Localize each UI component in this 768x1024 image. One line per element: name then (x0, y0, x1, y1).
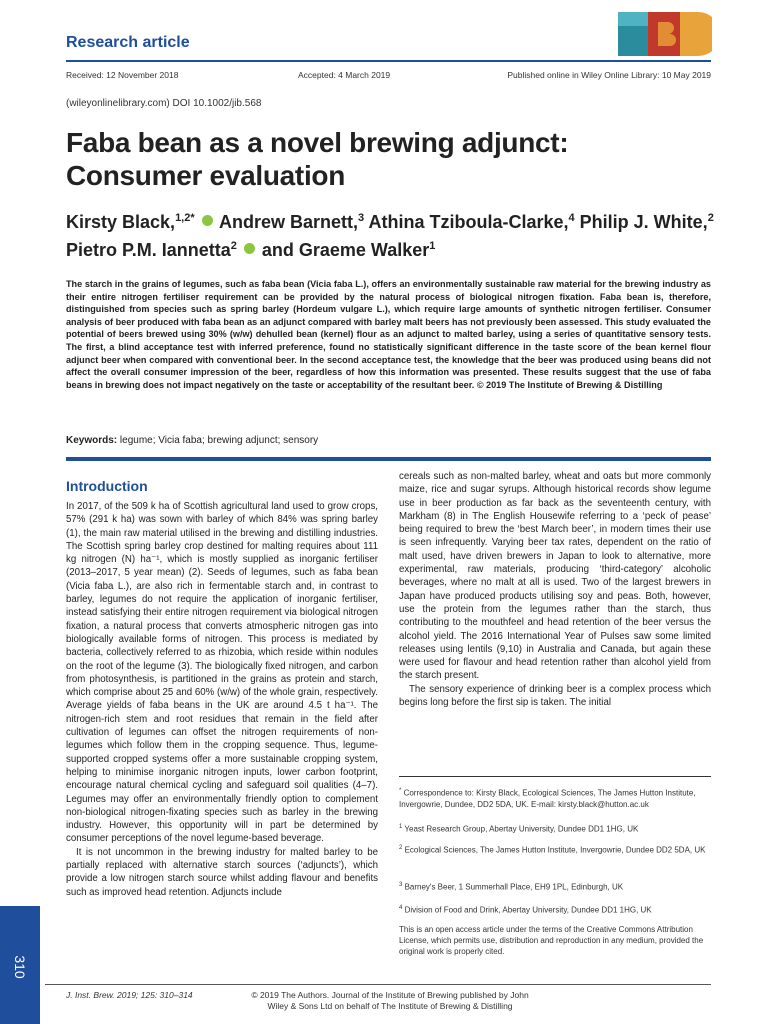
paragraph: cereals such as non-malted barley, wheat and oats but more commonly maize, rice and sugar syrups. Although historical records show legume use in beer production as far back as the seventeenth century, with Markham (8) in The English Housewife referring to a ‘peck of pease’ being required to brew the ‘best March beer’, in modern times their use is seen infrequently. Varying beer tax rates, dependent on the ratio of malt used, have driven brewers in Japan to look to alternative, more experimental, raw materials, producing ‘third-category’ alcoholic beverages, where no malt at all is used. Two of the largest brewers in Japan have produced products utilising soy and peas. Both, however, use the protein from the legumes rather than the starch, thus contributing to the mouthfeel and head retention of the beer versus the alcohol yield. The 2016 International Year of Pulses saw some limited releases using lentils (9,10) in Australia and Canada, but again these were used for flavour and head retention rather than alcohol yield from the starch present. (399, 471, 711, 682)
author-name[interactable]: Philip J. White, (579, 212, 708, 232)
orcid-icon[interactable] (244, 243, 255, 254)
received-date: Received: 12 November 2018 (66, 70, 179, 80)
citation: J. Inst. Brew. 2019; 125: 310–314 (66, 990, 193, 1000)
section-divider (66, 457, 711, 461)
page-number: 310 (12, 955, 28, 979)
author-name[interactable]: Pietro P.M. Iannetta (66, 240, 231, 260)
footnote-text: Barney's Beer, 1 Summerhall Place, EH9 1PL, Edinburgh, UK (404, 882, 624, 892)
footnote-affiliation (399, 843, 711, 856)
footnote-marker: * (399, 788, 402, 794)
footnote-affiliation (399, 822, 711, 835)
footnote-marker: 4 (399, 905, 403, 911)
abstract: The starch in the grains of legumes, such as faba bean (Vicia faba L.), offers an environmentally sustainable raw material for the brewing industry as their entire nitrogen fertiliser requirement can be provided by the natural process of biological nitrogen fixation. Faba bean is, therefore, distinguished from species such as spring barley (Hordeum vulgare L.), which require large amounts of synthetic nitrogen fertiliser. Consumer analysis of beer produced with faba bean as an adjunct compared with barley malt beers has not previously been assessed. This study evaluated the potential of beers brewed using 30% (w/w) dehulled bean (kernel) flour as an adjunct to malted barley, using a series of quantitative sensory tests. The first, a blind acceptance test with inferred preference, found no statistically significant difference in the taste score of the bean kernel flour adjunct beer when compared with conventional beer. In the second acceptance test, the knowledge that the beer was produced using beans did not affect the overall consumer impression of the beer, regardless of how this information was presented. These results suggest that the use of faba beans in brewing does not impact negatively on the taste or acceptability of the resultant beer. © 2019 The Institute of Brewing & Distilling (66, 279, 711, 390)
keywords (66, 435, 318, 446)
author-list (66, 206, 716, 262)
orcid-icon[interactable] (202, 215, 213, 226)
footnote-marker: 3 (399, 882, 403, 888)
paragraph: It is not uncommon in the brewing industry for malted barley to be partially replaced with alternative starch sources (‘adjuncts’), which provide a low nitrogen starch source whilst adding flavour and benefits such as improved head retention. Adjuncts include (66, 846, 378, 898)
footnote-text: Division of Food and Drink, Abertay University, Dundee DD1 1HG, UK (404, 905, 652, 915)
author-name[interactable]: Athina Tziboula-Clarke, (368, 212, 569, 232)
author-affiliation: 3 (358, 212, 365, 224)
footnote-rule (399, 776, 711, 777)
author-name[interactable]: Andrew Barnett, (219, 212, 359, 232)
article-title: Faba bean as a novel brewing adjunct: Consumer evaluation (66, 127, 569, 191)
body-column-right (399, 470, 711, 709)
footnote-marker: 2 (399, 845, 403, 851)
author-affiliation: 1,2* (175, 212, 195, 224)
footer-rule (45, 984, 711, 985)
article-type-label: Research article (66, 34, 190, 51)
keywords-text: legume; Vicia faba; brewing adjunct; sensory (119, 435, 319, 446)
footnote-marker: 1 (399, 824, 403, 830)
paragraph: The sensory experience of drinking beer is a complex process which begins long before the first sip is taken. The initial (399, 683, 711, 709)
footnote-text: Yeast Research Group, Abertay University, Dundee DD1 1HG, UK (404, 824, 639, 834)
header-rule (66, 60, 711, 62)
accepted-date: Accepted: 4 March 2019 (298, 70, 391, 80)
body-column-left (66, 500, 378, 899)
copyright: © 2019 The Authors. Journal of the Institute of Brewing published by John Wiley & Sons Ltd on behalf of The Institute of Brewing & Distilling (251, 990, 529, 1011)
published-date: Published online in Wiley Online Library: 10 May 2019 (507, 70, 711, 80)
keywords-label: Keywords: (66, 435, 118, 446)
journal-logo (618, 12, 712, 56)
author-affiliation: 1 (429, 240, 436, 252)
author-name[interactable]: and Graeme Walker (261, 240, 430, 260)
footnote-affiliation (399, 880, 711, 893)
license-statement: This is an open access article under the terms of the Creative Commons Attribution License, which permits use, distribution and reproduction in any medium, provided the original work is properly cited. (399, 925, 704, 956)
section-heading-introduction: Introduction (66, 478, 148, 494)
author-affiliation: 2 (230, 240, 237, 252)
author-affiliation: 2 (707, 212, 714, 224)
footnote-correspondence (399, 786, 711, 810)
author-affiliation: 4 (568, 212, 575, 224)
footnote-affiliation (399, 903, 711, 916)
doi: (wileyonlinelibrary.com) DOI 10.1002/jib.568 (66, 98, 262, 109)
footnote-text: Ecological Sciences, The James Hutton Institute, Invergowrie, Dundee DD2 5DA, UK (404, 845, 706, 855)
paragraph: In 2017, of the 509 k ha of Scottish agricultural land used to grow crops, 57% (291 k ha) was sown with barley of which 84% was spring barley (1), the main raw material utilised in the brewing and distilling industries. The Scottish spring barley crop destined for malting requires about 111 kg nitrogen (N) ha⁻¹, which is mostly supplied as inorganic fertiliser (2013–2017, 5 year mean) (2). Seeds of legumes, such as faba bean (Vicia faba L.), are also rich in fermentable starch and, in contrast to barley, legumes do not require the application of inorganic fertiliser, instead satisfying their entire nitrogen requirement via biological nitrogen fixation, a natural process that converts atmospheric nitrogen gas into biologically available forms of nitrogen. This process is mediated by bacteria, collectively referred to as rhizobia, which reside within nodules on the root of the legume (3). The biologically fixed nitrogen, and carbon from photosynthesis, is partitioned in the grains as protein and starch, which comprise about 25 and 60% (w/w) of the whole grain, respectively. Average yields of faba beans in the UK are around 4.5 t ha⁻¹. The nitrogen-rich stem and root residues that remain in the field after cultivation of legumes can offset the nitrogen requirements of non-legumes which follow them in the cropping sequence. Thus, legume-supported cropped systems offer a more sustainable cropping system, helping to minimise inorganic nitrogen inputs, lower carbon footprint, encourage natural chemical cycling and safeguard soil qualities (4–7). Legumes may offer an environmentally friendly option to complement non-biological nitrogen-fixating species such as barley in the brewing industry. However, this opportunity will in part be determined by consumer perceptions of the novel legume-based beverage. (66, 501, 378, 845)
author-name[interactable]: Kirsty Black, (66, 212, 176, 232)
footnote-text: Correspondence to: Kirsty Black, Ecological Sciences, The James Hutton Institute, Invergowrie, Dundee, DD2 5DA, UK. E-mail: kirsty.black@hutton.ac.uk (399, 788, 696, 809)
